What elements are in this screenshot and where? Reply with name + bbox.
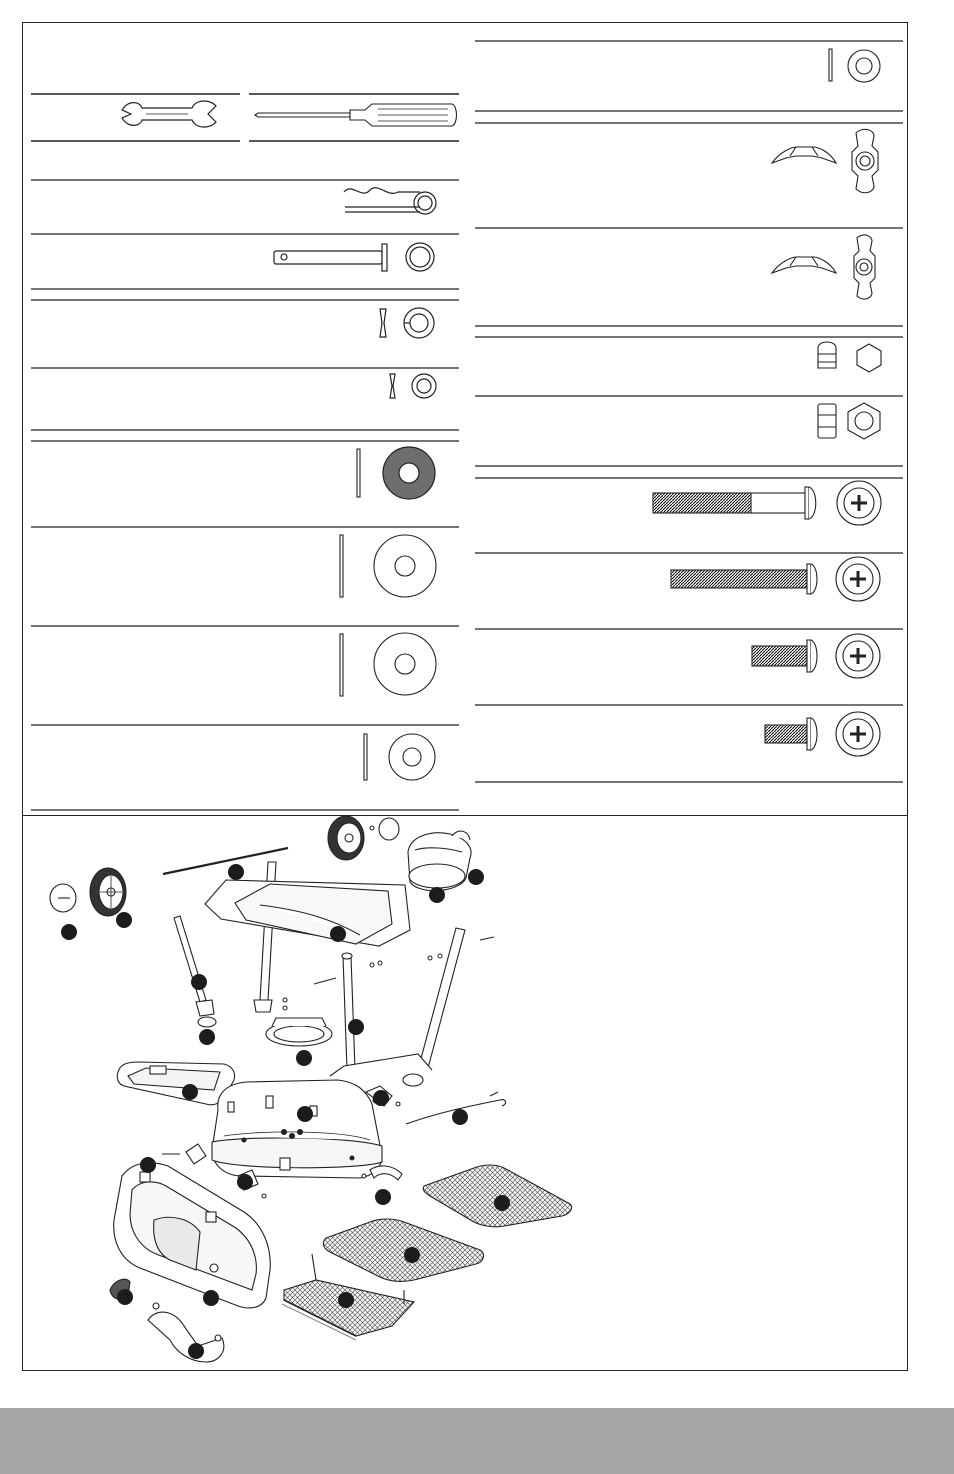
callout-marker (188, 1343, 204, 1359)
bowl-icon (212, 1080, 382, 1178)
ash-catcher-icon (408, 831, 471, 891)
wheel-top-icon (328, 816, 399, 860)
hubcap-icon (50, 884, 76, 912)
lock-washer-large-icon (380, 308, 434, 338)
loose-bolts-icon (314, 937, 494, 984)
callout-marker (182, 1084, 198, 1100)
leg-socket-ring-icon (266, 998, 332, 1046)
charcoal-grate-icon (323, 1219, 483, 1281)
side-tray-icon (117, 1062, 234, 1105)
flat-washer-m-icon (364, 734, 435, 780)
hex-nut-icon (818, 403, 880, 439)
callout-marker (452, 1109, 468, 1125)
wing-nut-small-icon (772, 235, 875, 299)
wing-nut-large-icon (772, 129, 878, 192)
exploded-grill-diagram (50, 816, 572, 1362)
wheel-icon (90, 868, 126, 916)
callout-marker (296, 1050, 312, 1066)
bolt-medium-icon (752, 634, 880, 678)
wrench-icon (122, 101, 216, 127)
callout-marker (338, 1292, 354, 1308)
callout-marker (203, 1290, 219, 1306)
footer-band (0, 1408, 954, 1474)
callout-marker (116, 912, 132, 928)
flat-washer-l-icon (340, 633, 436, 696)
cap-nut-icon (818, 342, 881, 372)
callout-marker (468, 869, 484, 885)
callout-marker (199, 1029, 215, 1045)
screwdriver-icon (255, 104, 457, 126)
heat-shield-icon (148, 1303, 224, 1362)
r-clip-icon (344, 188, 436, 214)
callout-marker (191, 974, 207, 990)
bottom-shelf-icon (205, 880, 410, 946)
callout-marker (429, 887, 445, 903)
washer-small-icon (829, 49, 880, 82)
callout-marker (373, 1090, 389, 1106)
bolt-short-icon (765, 712, 880, 756)
rubber-washer-icon (357, 447, 435, 499)
callout-marker (348, 1019, 364, 1035)
shoulder-bolt-icon (653, 481, 881, 525)
cooking-grate-icon (423, 1165, 571, 1227)
callout-marker (494, 1195, 510, 1211)
leg-front-left-icon (174, 916, 216, 1027)
callout-marker (330, 926, 346, 942)
callout-marker (404, 1247, 420, 1263)
lock-washer-small-icon (390, 374, 436, 398)
callout-marker (375, 1189, 391, 1205)
clevis-pin-icon (274, 243, 434, 271)
leg-middle-icon (342, 953, 355, 1070)
hardware-right-dividers (475, 41, 903, 782)
flat-washer-xl-icon (340, 535, 436, 597)
callout-marker (117, 1289, 133, 1305)
callout-marker (297, 1106, 313, 1122)
callout-marker (61, 924, 77, 940)
callout-marker (140, 1157, 156, 1173)
callout-marker (237, 1174, 253, 1190)
callout-marker (228, 864, 244, 880)
bolt-long-icon (671, 557, 880, 601)
